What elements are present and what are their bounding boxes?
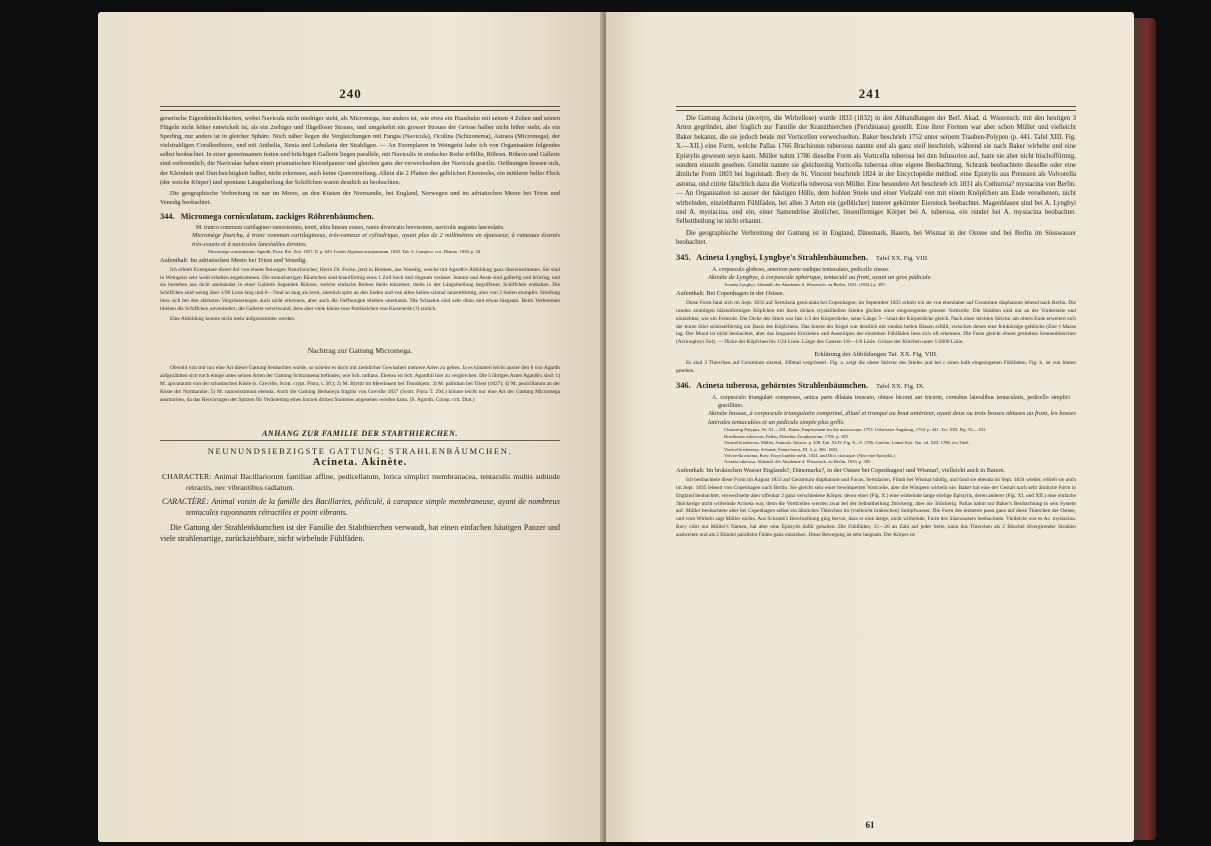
reference-line: Acineta Lyngbyi, Abhandl. der Akademie d. Wissensch. zu Berlin, 1833. (1832.) p. 385. [724,282,886,288]
left-page-content [160,104,560,546]
reference-line: Acineta tuberosa, Abhandl. der Akademie d. Wissensch. zu Berlin, 1833. p. 385. [724,459,872,465]
plate-reference: Tafel XX. Fig. VIII. [875,254,929,262]
section-heading-345 [676,252,1076,264]
anhang-heading: ANHANG ZUR FAMILIE DER STABTHIERCHEN. [262,428,458,438]
latin-diagnosis: M. trunco communi cartilagineo ramosissimo, tereti, ultra lineam crasso, ramis divaricatis brevissimis, naviculis angustis lanceolatis. [196,224,505,231]
header-rule [676,106,1076,111]
plate-explanation: Es sind 3 Thierchen auf Ceramium sitzend, 300mal vergrössert. Fig. a. zeigt die obere Strictur des Stieles und bei c einen halb eingezogenen Fühlfaden; Fig. b. ist von hinten gesehen. [676,360,1076,375]
section-title: Micromega corniculatum, zackiges Röhrenbäumchen. [180,211,374,221]
page-number-left: 240 [339,86,362,101]
genus-description: Die Gattung der Strahlenbäumchen ist der Familie der Stabthierchen verwandt, hat einen einfachen häutigen Panzer und viele strahlenartige, zurückziehbare, nicht wirbelnde Fühlfäden. [160,522,560,543]
nachtrag-paragraph: Obwohl von mir nur eine Art dieser Gattung beobachtet wurde, so scheint es doch mit ziemlicher Gewissheit mehrere Arten zu geben. Ja es könnten leicht ausser den 6 von Agardh aufgezählten sich noch einige unter seinen Arten der Gattung Schizonema befinden, wie Sch. radians. Ebenso ist Sch. Agardhii hier zu vergleichen. Die 5 übrigen Arten Agardh's sind: 1) M. apiculatum von der schottischen Küste (s. Greville, Scott. crypt. Flora, t. 30.); 2) M. Blyttii im Meerbusen bei Trondhjem; 3) M. pallidum bei Triest (1827); 4) M. penicillatum an der Küste der Normandie; 5) M. ramosissimum ebenda. Auch die Gattung Berkeleya fragilis von Greville 1827 (Scott. Flora T. 294.) könnte leicht nur eine Art der Gattung Micromega ausmachen, da das Hervorragen der Spitzen für Verästelung eines kurzen dicken Stammes angesehen werden kann. (S. Agardh, Consp. crit. Diat.) [160,365,560,403]
plate-reference: Tafel XX. Fig. IX. [876,383,925,391]
genus-order-heading: NEUNUNDSIEBZIGSTE GATTUNG: STRAHLENBÄUMCHEN. [207,445,513,456]
intro-paragraph: generische Eigenthümlichkeiten, wobei Navicula nicht niedriger steht, als Micromega, nur anders ist, wie etwa ein Haushuhn mit seinen 4 Zehen und seinen Flügeln nicht höher entwickelt ist, als ein 2zehiger und flügelloser Strauss, und umgekehrt ein grosser Strauss der Grösse halber nicht höher steht, als ein Sperling, nur anders ist in gleicher Sphäre. Noch näher liegen die Vergleichungen mit Fungia (Navicula), Oculina (Schizonema), Astraea (Micromega), der vielstrahligen Corallenthiere, und mit Anthelia, Xenia und Lobularia der Strahligen. — An Exemplaren in Weingeist habe ich von Organisation folgendes selbst beobachtet. In einer gemeinsamen festen und brüchigen Gallerte liegen parallele, mit Naviculis in einfacher Reihe erfüllte, Röhren. Röhren und Gallerte sind verbrennlich, die Naviculae haben einen prismatischen Kieselpanzer und gleichen ganz der verwechselten der Navicula gracilis. Oeffnungen liessen sich, der Kleinheit und Durchsichtigkeit halber, nicht erkennen, auch keine Queerstreifung. Allein die 2 Platten des gelblichen Eierstocks, ein mittlerer heller Fleck (der weiche Körper) und spontane Längstheilung der Schiffchen waren deutlich zu beobachten. [160,115,560,186]
body-paragraph: Diese Form fand sich im Sept. 1833 auf Sertularia geniculata bei Copenhagen; im September 1835 erhielt ich sie von ebendaher auf Ceramium diaphanum lebend nach Berlin. Die runden strahligen bläsenförmigen Köpfchen mit ihren dicken crystallhellen Stielen glichen einer eingezogenen grossen Vorticelle. Die Strahlen sind nur an der Vorderseite und einziehbar, wie ein Fernrohr. Die Dicke des Stiels war fast 1/3 der Körperdicke, seine Länge 3—5mal der Körperdicke gleich. Nach einer leichten Strictur am obern Ende erweitert sich der kurze Stiel schüsselförmig zur Basis des Köpfchens. Das Innere der Kugel war deutlich mit runden hellen Blasen erfüllt, zwischen denen eine feinkörnige gelbliche (Eier-) Masse lag. Der Mund ist nicht beobachtet, aber das langsame Einziehen und Ausstülpen der einzelnen Fühlfäden liess sich oft erkennen. Die Form gleicht einem gestielten Sonnenthierchen (Actinophrys Sol). — Dicke der Köpfchen bis 1/24 Linie. Länge des Ganzen 1/8—1/6 Linie. Grösse der Kürchen unter 1/2000 Linie. [676,299,1076,346]
reference-line: Clustering Polypus, Nr. XI.—XII., Baker, Employment for the microscope, 1753. Uebersetzt Augsburg, 1754. p. 441. Taf. XIII. Fig. XI.—XII. [724,427,987,433]
section-title: Acineta Lyngbyi, Lyngbye's Strahlenbäumchen. [696,252,868,262]
aufenthalt-line: Aufenthalt: Bei Copenhagen in der Ostsee. [676,289,785,297]
plate-explanation-block [676,360,1076,376]
aufenthalt-line: Aufenthalt: Im brakischen Wasser Englands?, Dänemarks?, in der Ostsee bei Copenhagen! und Wismar!, vielleicht auch in Baiern. [676,466,1006,474]
nachtrag-block [160,365,560,405]
left-page [98,12,603,842]
header-rule [160,106,560,111]
section-rule [160,440,560,441]
body-paragraph: Ich beobachtete diese Form im August 1833 auf Ceramium diaphanum und Fucus, Sertularien, Filum bei Wismar häufig, und fand sie ebenda im Sept. 1834 wieder, erhielt sie auch im Sept. 1835 lebend von Copenhagen nach Berlin. Sie gleicht sehr einer bewimperten Vorticelle, aber die Wimpern wirbeln nie. Baker hat eine der Gestalt nach sehr ähnliche Form in England beobachtet, verwechselte aber offenbar 2 ganz verschiedene Körper, deren einer (Fig. X.) eine wirbelnde lange stielige Epistylis, deren anderer (Fig. XI. und XII.) eine einfache 3höckerige nicht wirbelnde Acineta war, denn die Vorticellen werden zwar bei der Selbsttheilung 2höckerig, aber nie 3höckerig. Pallas nahm nur Baker's Beobachtung in sein System auf. Müller beobachtete aber bei Copenhagen selbst ein ähnliches Thierchen im (vielleicht brakischen) Sumpfwasser. Die Form des letzteren passt ganz auf diese Thierchen der Ostsee, und vom Wirbeln sagt Müller nichts. Aus Schrank's Beschreibung ging hervor, dass er eine ästige, nicht wirbelnde, Form des Süsswassers beobachtete. Vielleicht war es Ac. mystacina. Bory citirt nur Müller's Namen, hat aber eine Epistylis dafür gehalten. Die Fühlfäden, 15—20 an Zahl auf jeder Seite, kann das Thierchen als 2 Büschel divergirender Strahlen ausbreiten und als 2 Bündel paralleler Fäden ganz einziehen. Diese Bewegung ist sehr langsam. Der Körper ist [676,476,1076,539]
right-page-content [676,104,1076,542]
book-cover-edge [1134,18,1156,840]
geo-paragraph: Die geographische Verbreitung der Gattung ist in England, Dänemark, Baiern, bei Wismar in der Ostsee und bei Berlin im Süsswasser beobachtet. [676,229,1076,247]
section-number: 344. [160,211,175,221]
small-print-block [676,300,1076,347]
character-french: CARACTÈRE: Animal voisin de la famille des Bacillaries, pédiculé, à carapace simple membraneuse, ayant de nombreux tentacules rayonnants rétractiles et point vibrants. [162,496,560,517]
section-number: 346. [676,381,691,391]
body-paragraph: Ich erhielt Exemplare dieser Art von einem fleissigen Naturforscher, Herrn Dr. Focke, jetzt in Bremen, aus Venedig, welche mit Agardh's Abbildung ganz übereinstimmen. Sie sind in Weingeist sehr wohl erhalten angekommen. Die strauchartigen Bäumchen sind knaulförmig etwa 1 Zoll hoch und ringsum verästet. Stamm und Aeste sind gallertig und brüchig, und sie bestehen aus dicht aneinander in einer Gallerte liegenden Röhren, welche einfache Reihen theils einzelner, theils in der Längstheilung begriffener, Schiffchen enthalten. Die Schiffchen sind wenig über 1/96 Linie lang und 6—7mal so lang als breit, ziemlich spitz an den Enden und von allen Seiten schmal lanzettförmig, aber von 2 Seiten stumpfer. Streifung liess sich bei den stärksten Vergrösserungen auch nicht erkennen, aber auch die Oeffnungen blieben unerkannt. Die Schaalen sind sehr dünn und etwas biegsam. Beim Verbrennen blieben die Schiffchen unverändert, die Gallerte verschwand, liess aber viele kleine lose Partikelchen von Kieselerde (?) zurück. [160,266,560,313]
body-note: Eine Abbildung konnte nicht mehr aufgenommen werden. [170,316,296,323]
french-diagnosis: Akinète bossue, à corpuscule triangulaire comprimé, dilaté et tronqué au bout antérieur, ayant deux ou trois bosses obtuses au front, les bosses latérales tentaculées et un pédicule simple plus grêle. [708,410,1076,426]
signature-mark: 61 [865,820,875,830]
section-title: Acineta tuberosa, gehörntes Strahlenbäumchen. [696,381,869,391]
reference-line: Brachionus tuberosus, Pallas, Elenchus Zoophytorum, 1766. p. 105. [724,433,849,439]
french-diagnosis: Akinète de Lyngbye, à corpuscule sphérique, tentaculé au front, ayant un gros pédicule. [708,273,933,281]
intro-paragraph: Die Gattung Acineta (ἀκινήτη, die Wirbellose) wurde 1833 (1832) in den Abhandlungen der Berl. Akad. d. Wissensch. mit den heutigen 3 Arten gegründet, aber fraglich zur Familie der Kranzthierchen (Peridiniaea) gestellt. Eine ihrer Formen war aber schon Müller und vielleicht Baker bekannt, die sie jedoch beide mit Vorticellen verwechselten. Baker beschrieb 1752 unter seinem Trauben-Polypen (p. 441. Tafel XIII. Fig. X.—XII.) eine Form, welche Pallas 1766 Brachionus tuberosus nannte und als ganz steif beschrieb, während sie nach Baker wirbelte und eine Epistylis gewesen seyn kann. Müller nahm 1786 dieselbe Form als Vorticella tuberosa bei den Infusorien auf, hatte sie aber nicht bischofförmig, sondern einzeln gesehen. Gmelin nannte sie gleichzeitig Vorticella tuberosa ohne eigene Beobachtung. Schrank beobachtete dieselbe oder eine ähnliche Form 1803 bei Ingolstadt. Bory de St. Vincent beschrieb 1824 in der Encyclopédie méthod. eine Epistylis aus Preussen als Volvorella astoma, und citirte fälschlich dazu die Vorticella tuberosa von Müller. Eine besondere Art beschrieb ich 1831 als Cothurnia? mystacina von Berlin. — An Organisation ist ausser der häutigen Hülle, dem hohlen Stiele und einer Vielzahl von mit einem Knöpfchen am Ende versehenen, nicht wirbelnden, einziehbaren Fühlfäden, bei allen 3 Arten ein (gelblicher) innerer gekörnter Eierstock beobachtet. Magenblasen sind bei A. Lyngbyi und A. mystacina, und ein, einer Samendrüse ähnlicher, linsenförmiger Körper bei A. tuberosa, ein runder bei A. mystacina beobachtet. Selbsttheilung ist nicht erkannt. [676,115,1076,226]
reference-line: Micromega corniculatum, Agardh, Flora, Bot. Zeit. 1827. II. p. 629. Iconés Algarum europaearum, 1828. Tab. 4. Conspect. crit. Diatom. 1830. p. 24. [208,249,482,255]
genus-name: Acineta. Akinète. [312,456,408,468]
latin-diagnosis: A. corpusculo globoso, anteriore parte undique tentaculato, pedicello crasso. [712,266,890,273]
reference-line: Vorticella tuberosa, Schrank, Fauna boica, III. 2. p. 306. 1803. [724,446,839,452]
nachtrag-heading: Nachtrag zur Gattung Micromega. [307,345,413,355]
reference-line: Vorticella tuberosa, Müller, Animalc. Infusor. p. 308. Tab. XLIV. Fig. 8—9. 1786. Gmelin, Linnei Syst. Nat. ed. XIII. 1788. ten Theil. [724,440,970,446]
aufenthalt-line: Aufenthalt: Im adriatischen Meere bei Triest und Venedig. [160,256,307,264]
right-page [606,12,1134,842]
reference-line: Volvorella astoma, Bory, Encyclopédie méth. 1824. und Dict. classique. (War eine Epistylis.) [724,452,895,458]
page-number-right: 241 [858,86,882,101]
small-print-block [676,477,1076,540]
section-number: 345. [676,252,691,262]
french-diagnosis: Micromège fourchu, à tronc commun cartilagineux, très-rameux et cylindrique, ayant plus de 2 millimètres en épaisseur, à rameaux écartés très-courts et à navicules lancéolées étroites. [192,231,560,248]
section-heading-346 [676,380,1076,392]
geo-paragraph: Die geographische Verbreitung ist nur im Meere, an den Küsten der Normandie, bei England, Norwegen und im adriatischen Meere bei Triest und Venedig beobachtet. [160,189,560,206]
latin-diagnosis: A. corpusculo triangulari compresso, antica parte dilatata truncato, obtuse bicorni aut tricorni, cornubus lateralibus tentaculatis, pedicello simplici gracillimo. [712,395,1070,410]
character-latin: CHARACTER: Animal Bacillariorum familiae affine, pedicellatum, lorica simplici membranacea, tentaculis multis subinde retractis, nec vibrantibus radiatum. [162,471,560,492]
plate-explanation-heading: Erklärung der Abbildungen Taf. XX. Fig. VIII. [814,351,938,359]
small-print-block [160,267,560,324]
section-heading-344 [160,211,560,222]
